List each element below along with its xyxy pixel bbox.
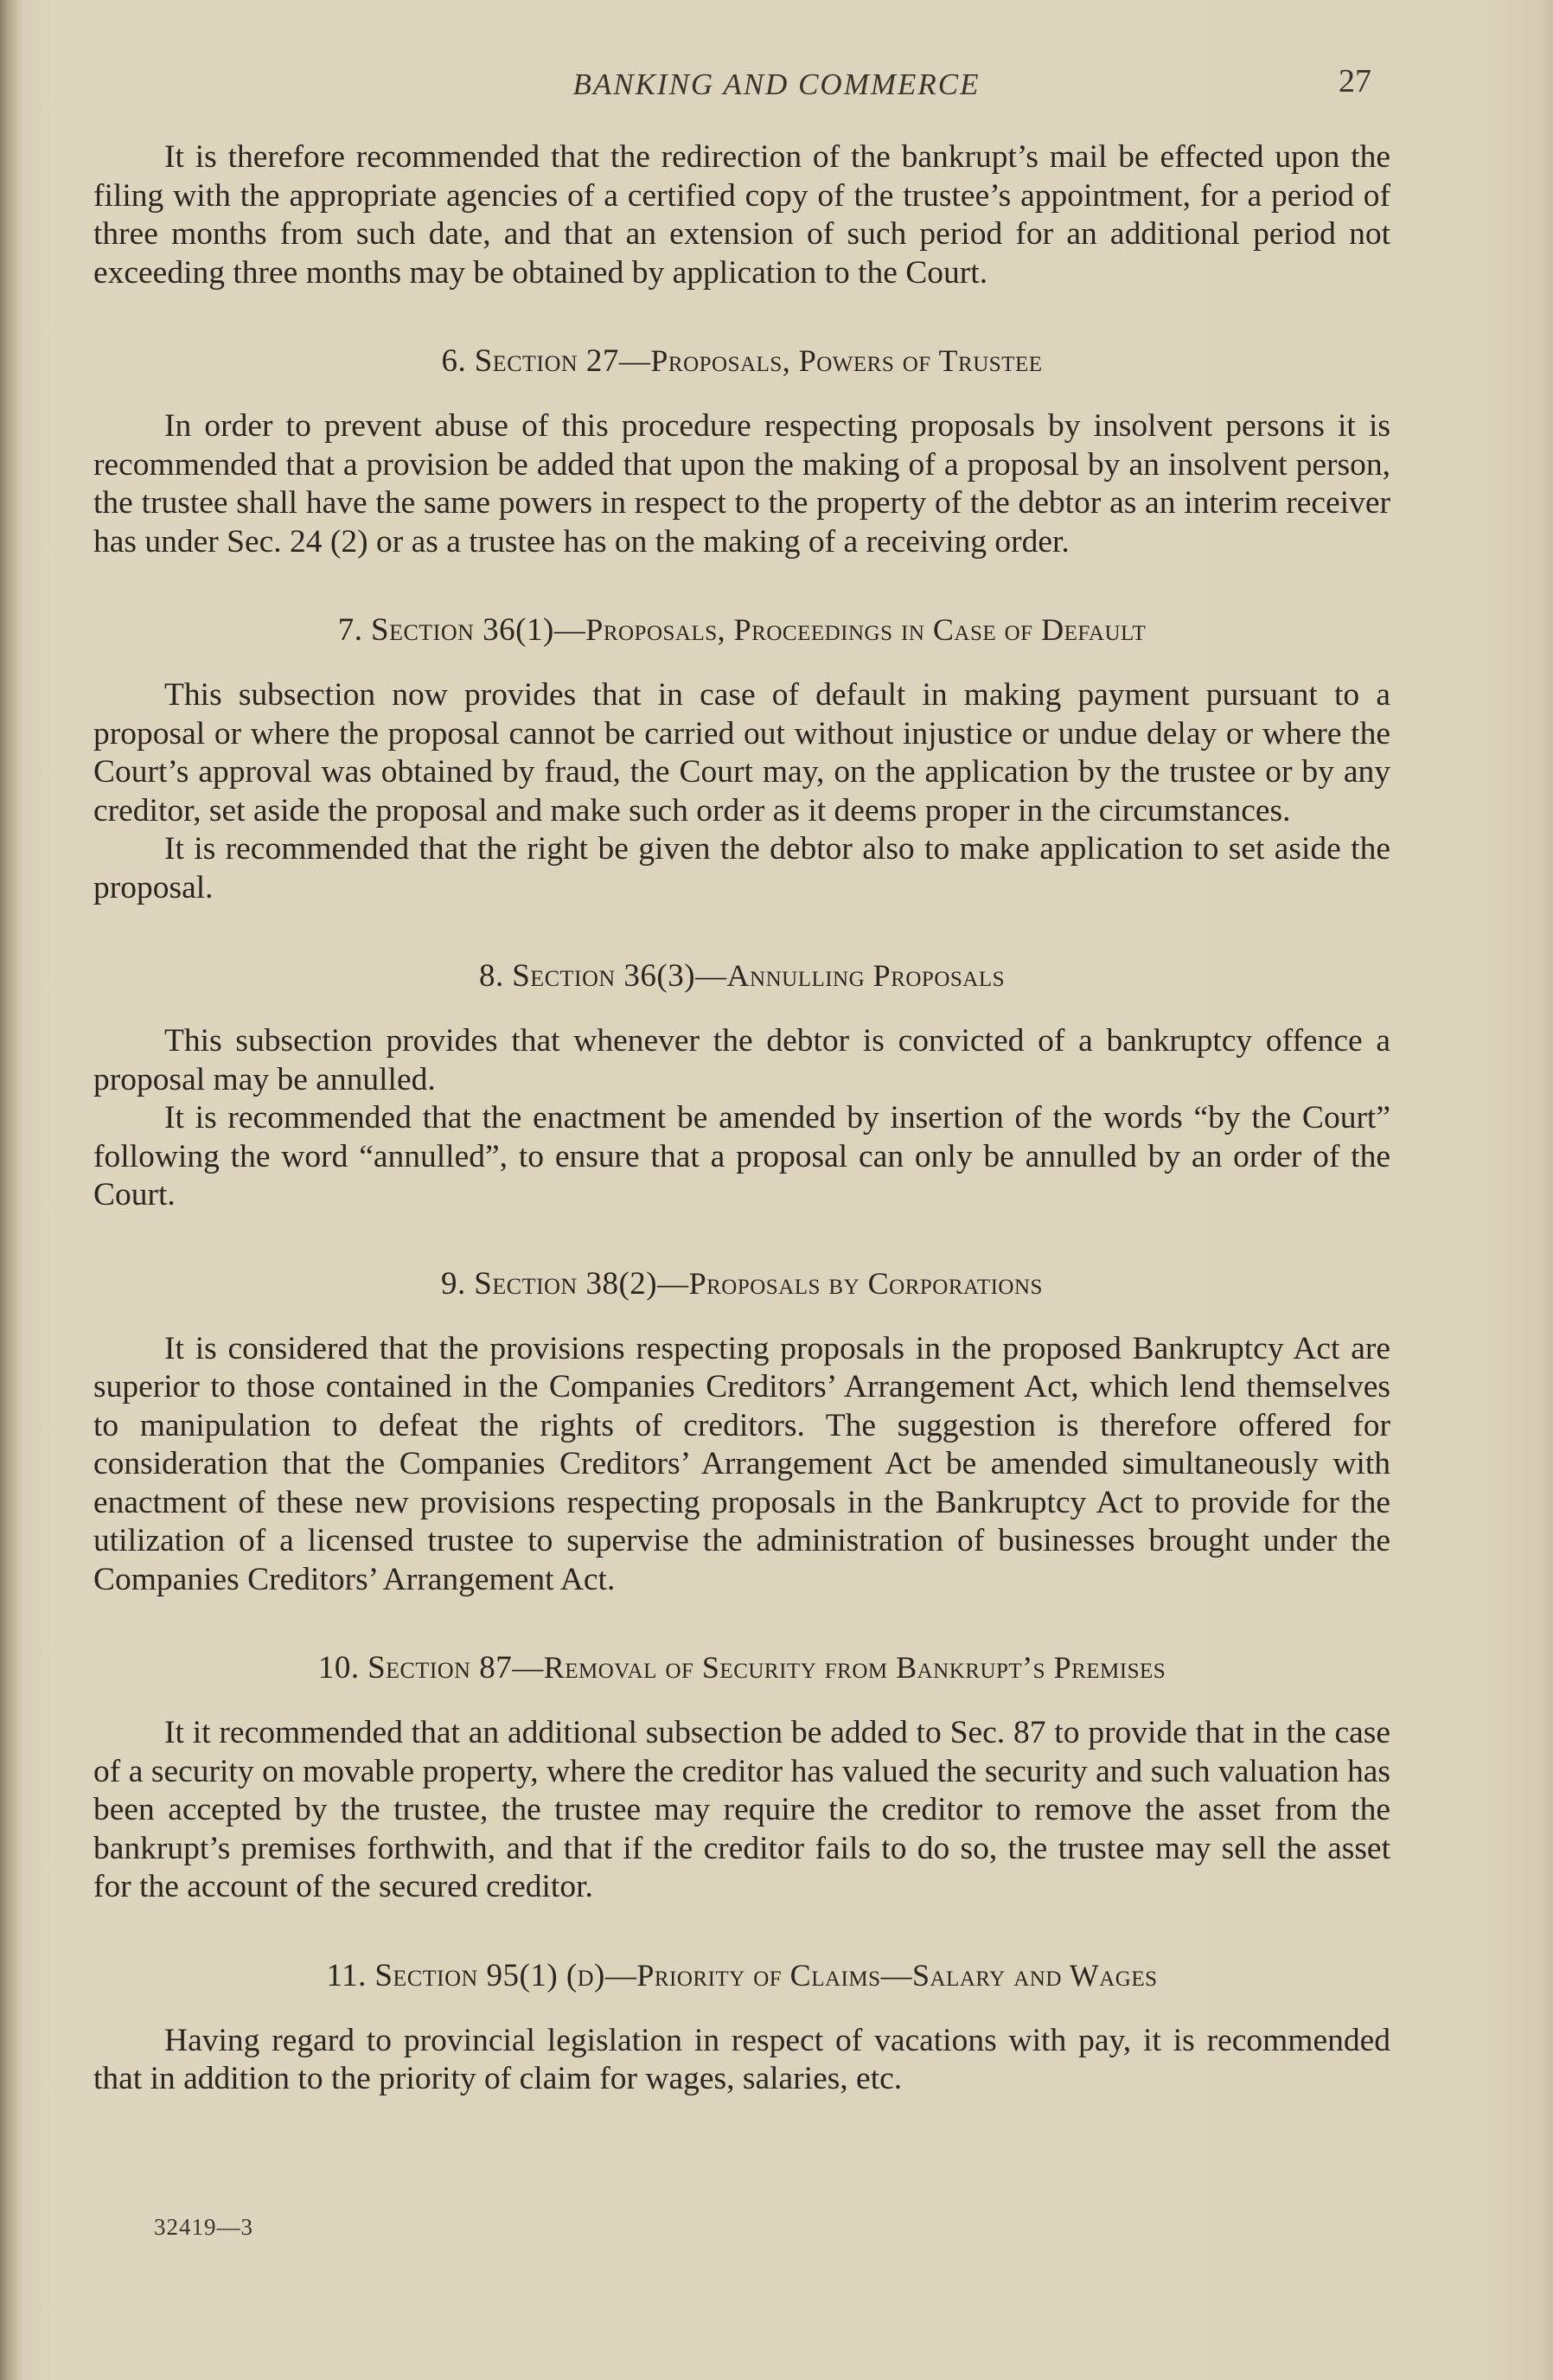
heading-dash: — <box>657 1265 689 1301</box>
section-heading <box>93 1957 1390 1994</box>
section-ref: Section 36(3) <box>512 958 696 994</box>
section-ref: Section 27 <box>474 343 619 379</box>
section-ref: Section 36(1) <box>371 612 554 648</box>
page-content <box>93 138 1390 2099</box>
section-heading <box>93 1649 1390 1686</box>
section-paragraph: It is recommended that the right be given the debtor also to make application to set aside the proposal. <box>93 831 1390 905</box>
section-title: Priority of Claims—Salary and Wages <box>636 1957 1158 1993</box>
section-number: 8. <box>478 958 504 994</box>
section-11 <box>93 1957 1390 2099</box>
section-6 <box>93 342 1390 561</box>
section-ref: Section 38(2) <box>474 1265 658 1302</box>
section-ref: Section 87 <box>367 1650 513 1686</box>
section-paragraph: This subsection now provides that in case of default in making payment pursuant to a proposal or where the proposal cannot be carried out without injustice or undue delay or where the Court’s approval was obtained by fraud, the Court may, on the application by the trustee or by any creditor, set aside the proposal and make such order as it deems proper in the circumstances. <box>93 677 1390 829</box>
section-paragraph: This subsection provides that whenever the debtor is convicted of a bankruptcy offence a proposal may be annulled. <box>93 1023 1390 1097</box>
section-paragraph: In order to prevent abuse of this procedure respecting proposals by insolvent persons it is recommended that a provision be added that upon the making of a proposal by an insolvent person, the trustee shall have the same powers in respect to the property of the debtor as an interim receiver has under Sec. 24 (2) or as a trustee has on the making of a receiving order. <box>93 408 1390 560</box>
heading-dash: — <box>512 1650 544 1685</box>
section-paragraph: Having regard to provincial legislation in respect of vacations with pay, it is recommended that in addition to the priority of claim for wages, salaries, etc. <box>93 2022 1390 2096</box>
running-title: BANKING AND COMMERCE <box>572 67 981 101</box>
section-7 <box>93 611 1390 907</box>
heading-dash: — <box>604 1957 637 1993</box>
printer-signature: 32419—3 <box>154 2214 253 2240</box>
section-8 <box>93 957 1390 1215</box>
section-title: Proposals by Corporations <box>688 1265 1043 1301</box>
section-number: 7. <box>337 612 363 648</box>
section-title: Proposals, Proceedings in Case of Default <box>585 612 1147 647</box>
heading-dash: — <box>618 343 651 378</box>
section-paragraph: It is recommended that the enactment be amended by insertion of the words “by the Court” following the word “annulled”, to ensure that a proposal can only be annulled by an order of the Court. <box>93 1100 1390 1212</box>
section-heading <box>93 342 1390 380</box>
section-paragraph: It it recommended that an additional subsection be added to Sec. 87 to provide that in the case of a security on movable property, where the creditor has valued the security and such valuation has been accepted by the trustee, the trustee may require the creditor to remove the asset from the bankrupt’s premises forthwith, and that if the creditor fails to do so, the trustee may sell the asset for the account of the secured creditor. <box>93 1715 1390 1904</box>
heading-dash: — <box>553 612 586 647</box>
heading-dash: — <box>695 958 727 993</box>
section-title: Annulling Proposals <box>726 958 1006 993</box>
section-10 <box>93 1649 1390 1907</box>
section-number: 6. <box>441 343 467 379</box>
section-heading <box>93 1265 1390 1302</box>
section-title: Proposals, Powers of Trustee <box>650 343 1043 378</box>
page-number: 27 <box>1339 63 1371 99</box>
section-number: 11. <box>326 1957 367 1993</box>
section-title: Removal of Security from Bankrupt’s Premises <box>543 1650 1166 1685</box>
section-ref: Section 95(1) (d) <box>374 1957 605 1993</box>
intro-paragraph: It is therefore recommended that the redirection of the bankrupt’s mail be effected upon the filing with the appropriate agencies of a certified copy of the trustee’s appointment, for a period of three months from such date, and that an extension of such period for an additional period not exceeding three months may be obtained by application to the Court. <box>93 139 1390 291</box>
section-number: 10. <box>317 1650 360 1686</box>
section-heading <box>93 957 1390 995</box>
section-paragraph: It is considered that the provisions respecting proposals in the proposed Bankruptcy Act are superior to those contained in the Companies Creditors’ Arrangement Act, which lend themselves to manipulation to defeat the rights of creditors. The suggestion is therefore offered for consideration that the Companies Creditors’ Arrangement Act be amended simultaneously with enactment of these new provisions respecting proposals in the Bankruptcy Act to provide for the utilization of a licensed trustee to supervise the administration of businesses brought under the Companies Creditors’ Arrangement Act. <box>93 1330 1390 1597</box>
section-heading <box>93 611 1390 649</box>
section-9 <box>93 1265 1390 1600</box>
section-number: 9. <box>441 1265 466 1302</box>
